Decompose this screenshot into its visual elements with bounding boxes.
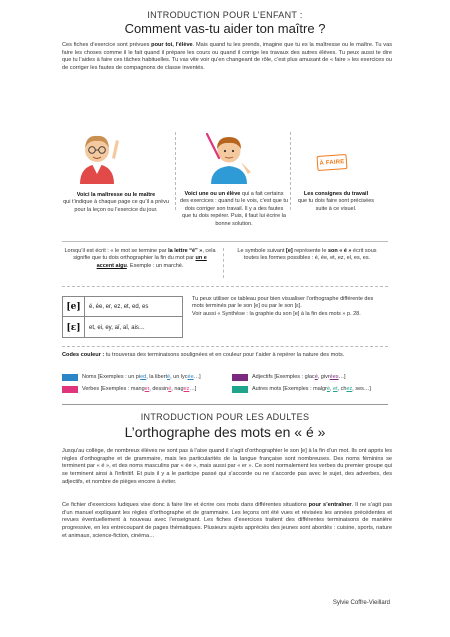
sound-e-rule: Le symbole suivant [e] représente le son « é » écrit sous toutes les formes possibles : é, ée, et, ez, el, es, es.: [237, 248, 377, 262]
sound-table: [62, 296, 183, 338]
author-signature: Sylvie Coffre-Vieillard: [332, 600, 390, 606]
nouns-color-swatch: [62, 374, 78, 381]
legend-nouns: Noms [Exemples : un pied, la liberté, un lycée…]: [82, 374, 201, 380]
sound-table-symbol-epsilon: [ε]: [63, 317, 85, 338]
verbs-color-swatch: [62, 386, 78, 393]
instructions-caption: Les consignes du travail que tu dois faire sont précisées suite à ce visuel.: [297, 191, 375, 212]
teacher-illustration: [72, 128, 122, 184]
teacher-caption: Voici la maîtresse ou le maître qui t’indique à chaque page ce qu’il a prévu pour la leçon ou l’exercice du jour.: [63, 192, 169, 213]
color-codes-text: Codes couleur : tu trouveras des terminaisons soulignées et en couleur pour t’aider à repérer la nature des mots.: [62, 352, 345, 358]
student-caption: Voici une ou un élève qui a fait certains des exercices : quand tu le vois, c’est que tu dois corriger son travail. Il y a des fautes que tu dois repérer. Puis, il faut lui écrire la bonne solution.: [180, 191, 288, 227]
sound-table-forms-e: é, ée, er, ez, et, ed, es: [85, 297, 183, 317]
other-words-color-swatch: [232, 386, 248, 393]
legend-verbs: Verbes [Exemples : manger, dessiné, nagez…]: [82, 386, 197, 392]
adjectives-color-swatch: [232, 374, 248, 381]
adult-intro-title: L’orthographe des mots en « é »: [124, 424, 326, 440]
sound-table-symbol-e: [e]: [63, 297, 85, 317]
student-illustration: [205, 128, 253, 184]
adult-intro-kicker: INTRODUCTION POUR LES ADULTES: [140, 412, 310, 422]
child-intro-title: Comment vas-tu aider ton maître ?: [124, 21, 326, 36]
child-intro-kicker: INTRODUCTION POUR L’ENFANT :: [147, 10, 303, 20]
adult-intro-paragraph-2: Ce fichier d’exercices ludiques vise donc à faire lire et écrire ces mots dans différentes situations pour s’entraîner. Il ne s’agit pas d’un manuel expliquant les règles d’orthographe et de grammaire. Les leçons ont été vues et révisées les années précédentes et revues éventuellement à nouveau avec l’enseignant. Les fiches d’exercices traitent des différentes terminaisons de manière progressive, en les entrecoupant de pages thématiques. Plusieurs sujets appréciés des jeunes sont abordés : cuisine, sports, nature et animaux, science-fiction, cinéma…: [62, 502, 392, 539]
legend-other-words: Autres mots [Exemples : malgré, et, chez, ses…]: [252, 386, 371, 392]
sound-table-forms-epsilon: et, ei, ey, aï, aî, ais…: [89, 324, 145, 331]
a-faire-stamp: À FAIRE: [317, 154, 348, 171]
table-note: Tu peux utiliser ce tableau pour bien visualiser l’orthographe différente des mots terminés par le son [e] ou par le son [ε]. Voir aussi « Synthèse : la graphie du son [e] à la fin des mots » p. 28.: [192, 296, 374, 317]
letter-e-rule: Lorsqu’il est écrit : « le mot se termine par la lettre “é” », cela signifie que tu dois orthographier la fin du mot par un e accent aigu. Exemple : un marché.: [64, 248, 216, 269]
adult-intro-paragraph-1: Jusqu’au collège, de nombreux élèves ne sont pas à l’aise quand il s’agit d’orthographier le son [e] à la fin d’un mot. Ils ont appris les règles d’orthographe et de grammaire, mais les particularités de la langue française sont nombreuses. Des noms féminins se terminent par « é », et des noms masculins par « ée », mais aussi par « er ». Ce sont normalement les verbes du premier groupe qui se terminent ainsi à l’infinitif. Et puis il y a le participe passé qui s’accorde ou ne s’accorde pas avec le sujet, des adverbes, des adjectifs, et nombre de pièges encore à éviter.: [62, 448, 392, 485]
child-intro-paragraph: Ces fiches d’exercice sont prévues pour toi, l’élève. Mais quand tu les prends, imagine que tu es la maîtresse ou le maître. Tu vas faire les choses comme il le fait quand il prépare les cours ou quand il corrige les travaux des autres élèves. Tu peux aussi te dire que tu l’aides à faire ces tâches habituelles. Tu vas vite voir qu’en changeant de rôle, c’est plus amusant de « faire » les exercices ou de corriger les fautes de compagnons de classe inventés.: [62, 42, 392, 72]
legend-adjectives: Adjectifs [Exemples : glacé, givrées…]: [252, 374, 346, 380]
